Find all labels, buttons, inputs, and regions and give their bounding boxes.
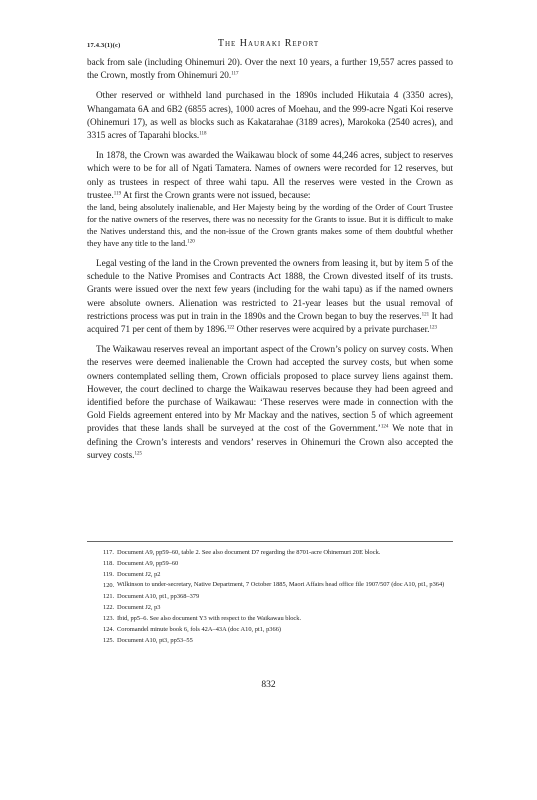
block-quote: the land, being absolutely inalienable, and Her Majesty being by the wording of the Order of Court Trustee for the native owners of the reserves, there was no necessity for the Grants to issue. But it is difficult to make the Natives understand this, and the non-issue of the Crown grants makes some of them doubtful whether they have any title to the land.$^{120}$ (87, 203, 453, 249)
footnote-ref-121: 121 (421, 312, 430, 318)
footnote-ref-117: 117 (231, 71, 239, 77)
footnote-ref-122: 122 (226, 325, 235, 331)
footnote-item: 120. Wilkinson to under-secretary, Native Department, 7 October 1885, Maori Affairs head office file 1907/507 (doc A10, pt1, p364) (103, 581, 445, 589)
section-reference: 17.4.3(1)(c) (87, 42, 121, 49)
body-text (87, 56, 453, 462)
footnote-ref-119: 119 (113, 191, 122, 197)
footnote-ref-120: 120 (187, 239, 195, 245)
page-number: 832 (261, 680, 276, 690)
paragraph-5: The Waikawau reserves reveal an important aspect of the Crown’s policy on survey costs. When the reserves were deemed inalienable the Crown had accepted the survey costs, but when some owners contemplated selling them, Crown officials proposed to place survey liens against them. However, the court declined to charge the Waikawau reserves because they had been agreed and identified before the purchase of Waikawau: ‘These reserves were made in connection with the Gold Fields agreement entered into by Mr Mackay and the natives, section 5 of which agreement provides that these lands shall be surveyed at the cost of the Government.’$^{124}$ We note that in defining the Crown’s interests and vendors’ reserves in Ohinemuri the Crown also accepted the survey costs.$^{125}$ (87, 344, 453, 460)
footnotes (103, 547, 453, 646)
footnote-item: 124. Coromandel minute book 6, fols 42A–43A (doc A10, pt1, p366) (103, 626, 282, 633)
footnote-ref-123: 123 (429, 325, 437, 331)
footnote-item: 122. Document J2, p3 (103, 604, 161, 611)
footnote-item: 119. Document J2, p2 (103, 571, 161, 578)
footnote-ref-118: 118 (199, 131, 207, 137)
footnote-item: 121. Document A10, pt1, pp368–379 (103, 593, 200, 600)
footnote-ref-125: 125 (134, 451, 142, 457)
running-title: The Hauraki Report (217, 38, 320, 49)
footnote-ref-124: 124 (380, 424, 389, 430)
paragraph-2: Other reserved or withheld land purchased in the 1890s included Hikutaia 4 (3350 acres), Whangamata 6A and 6B2 (6855 acres), 1000 acres of Moehau, and the 999-acre Ngati Koi reserve (Ohinemuri 17), as well as blocks such as Kakatarahae (3189 acres), Marokoka (2540 acres), and 3315 acres of Taparahi blocks.$^{118}$ (87, 90, 453, 141)
footnote-divider (87, 541, 453, 542)
paragraph-3: In 1878, the Crown was awarded the Waikawau block of some 44,246 acres, subject to reserves which were to be for all of Ngati Tamatera. Names of owners were recorded for 12 reserves, but only as trustees in respect of three wahi tapu. All the reserves were vested in the Crown as trustee.$^{119}$ At first the Crown grants were not issued, because: (87, 150, 453, 200)
footnote-item: 123. Ibid, pp5–6. See also document Y3 with respect to the Waikawau block. (103, 615, 302, 622)
footnote-item: 118. Document A9, pp59–60 (103, 560, 179, 567)
paragraph-1: back from sale (including Ohinemuri 20). Over the next 10 years, a further 19,557 acres passed to the Crown, mostly from Ohinemuri 20.$^{117}$ (87, 57, 453, 81)
footnote-item: 117. Document A9, pp59–60, table 2. See also document D7 regarding the 8701-acre Ohinemuri 20E block. (103, 549, 381, 556)
paragraph-4: Legal vesting of the land in the Crown prevented the owners from leasing it, but by item 5 of the schedule to the Native Promises and Contracts Act 1888, the Crown divested itself of its trusts. Grants were issued over the next few years (including for the wahi tapu) as if the named owners were absolute owners. Alienation was restricted to 21-year leases but the usual removal of restrictions process was put in train in the 1890s and the Crown began to buy the reserves.$^{121}$ It had acquired 71 per cent of them by 1896.$^{122}$ Other reserves were acquired by a private purchaser.$^{123}$ (87, 258, 453, 335)
footnote-item: 125. Document A10, pt3, pp53–55 (103, 637, 193, 644)
